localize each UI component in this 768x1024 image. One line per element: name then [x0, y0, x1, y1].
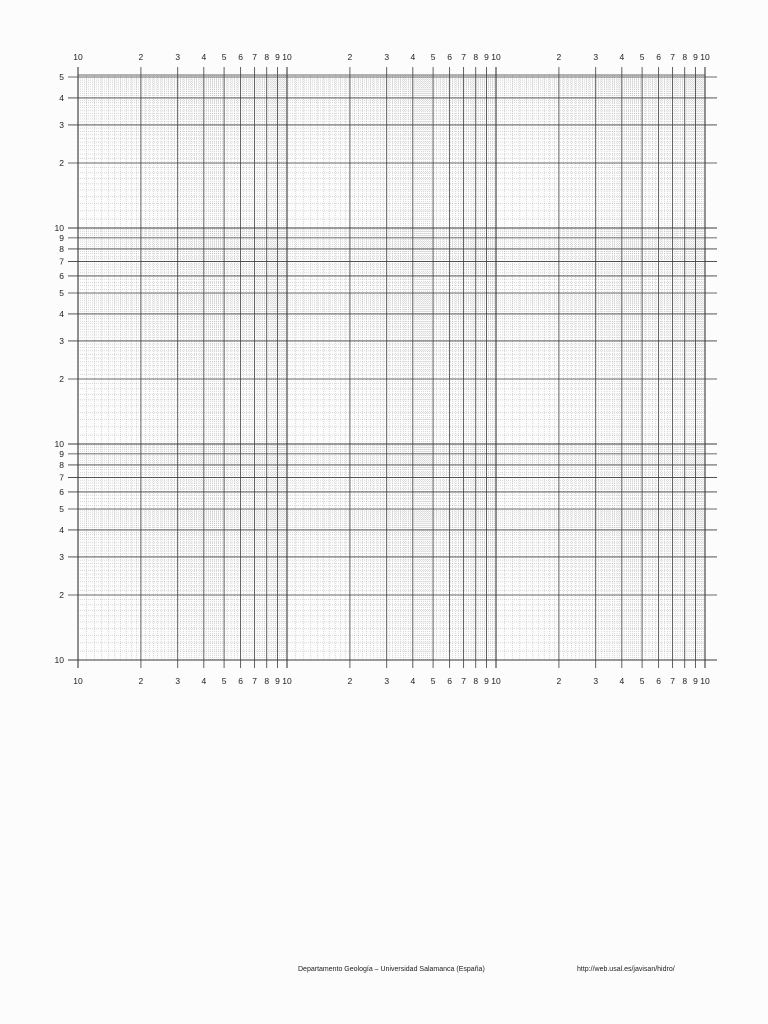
x-tick-label-bottom: 8 — [473, 676, 479, 686]
x-tick-label-bottom: 8 — [682, 676, 688, 686]
x-tick-label-bottom: 5 — [221, 676, 227, 686]
y-tick-label: 6 — [59, 270, 64, 281]
y-tick-label: 4 — [59, 308, 64, 319]
x-tick-label-bottom: 2 — [556, 676, 562, 686]
y-tick-label: 2 — [59, 373, 64, 384]
y-tick-label: 5 — [59, 288, 64, 299]
y-tick-label: 4 — [59, 524, 64, 535]
x-tick-label-bottom: 10 — [491, 676, 501, 686]
x-tick-label-bottom: 9 — [275, 676, 280, 686]
x-tick-label-top: 9 — [275, 52, 280, 62]
x-tick-label-bottom: 2 — [347, 676, 353, 686]
x-tick-label-bottom: 5 — [430, 676, 436, 686]
x-tick-label-bottom: 7 — [252, 676, 257, 686]
x-tick-label-top: 2 — [347, 52, 353, 62]
x-tick-label-bottom: 6 — [447, 676, 453, 686]
x-tick-label-bottom: 7 — [461, 676, 466, 686]
footer-department-text: Departamento Geología – Universidad Salamanca (España) — [298, 966, 485, 973]
x-tick-label-top: 2 — [556, 52, 562, 62]
y-tick-label: 10 — [54, 655, 64, 665]
x-tick-label-top: 6 — [447, 52, 453, 62]
x-tick-label-top: 10 — [282, 52, 292, 62]
y-tick-label: 6 — [59, 486, 64, 497]
x-tick-label-bottom: 6 — [656, 676, 662, 686]
x-tick-label-top: 10 — [491, 52, 501, 62]
x-tick-label-top: 5 — [221, 52, 227, 62]
x-tick-label-bottom: 3 — [175, 676, 181, 686]
x-tick-label-top: 8 — [264, 52, 270, 62]
y-tick-label: 10 — [54, 223, 64, 233]
x-tick-label-bottom: 7 — [670, 676, 675, 686]
x-tick-label-top: 7 — [670, 52, 675, 62]
x-tick-label-top: 5 — [639, 52, 645, 62]
y-tick-label: 5 — [59, 504, 64, 515]
y-tick-label: 10 — [54, 439, 64, 449]
y-tick-label: 2 — [59, 589, 64, 600]
x-tick-label-top: 3 — [593, 52, 599, 62]
x-tick-label-top: 2 — [138, 52, 144, 62]
x-tick-label-top: 7 — [461, 52, 466, 62]
x-tick-label-top: 4 — [201, 52, 207, 62]
x-tick-label-top: 4 — [410, 52, 416, 62]
x-tick-label-bottom: 3 — [384, 676, 390, 686]
x-tick-label-top: 10 — [700, 52, 710, 62]
x-tick-label-top: 9 — [693, 52, 698, 62]
x-tick-label-top: 8 — [682, 52, 688, 62]
x-tick-label-top: 9 — [484, 52, 489, 62]
y-tick-label: 4 — [59, 92, 64, 103]
x-tick-label-top: 5 — [430, 52, 436, 62]
x-tick-label-top: 8 — [473, 52, 479, 62]
x-tick-label-bottom: 9 — [484, 676, 489, 686]
y-tick-label: 9 — [59, 448, 64, 459]
footer-url-text: http://web.usal.es/javisan/hidro/ — [577, 966, 675, 973]
x-tick-label-top: 7 — [252, 52, 257, 62]
x-tick-label-top: 6 — [238, 52, 244, 62]
x-tick-label-bottom: 4 — [201, 676, 207, 686]
x-tick-label-top: 4 — [619, 52, 625, 62]
y-tick-label: 5 — [59, 72, 64, 83]
x-tick-label-top: 3 — [175, 52, 181, 62]
x-tick-label-top: 3 — [384, 52, 390, 62]
x-tick-label-bottom: 10 — [73, 676, 83, 686]
x-tick-label-bottom: 5 — [639, 676, 645, 686]
x-tick-label-bottom: 6 — [238, 676, 244, 686]
x-tick-label-bottom: 4 — [410, 676, 416, 686]
x-tick-label-bottom: 10 — [282, 676, 292, 686]
x-tick-label-bottom: 4 — [619, 676, 625, 686]
x-tick-label-bottom: 2 — [138, 676, 144, 686]
y-tick-label: 7 — [59, 256, 64, 267]
y-tick-label: 7 — [59, 472, 64, 483]
x-tick-label-bottom: 10 — [700, 676, 710, 686]
x-tick-label-bottom: 8 — [264, 676, 270, 686]
x-tick-label-top: 6 — [656, 52, 662, 62]
y-tick-label: 3 — [59, 335, 64, 346]
x-tick-label-top: 10 — [73, 52, 83, 62]
y-tick-label: 2 — [59, 157, 64, 168]
y-tick-label: 3 — [59, 119, 64, 130]
x-tick-label-bottom: 3 — [593, 676, 599, 686]
y-tick-label: 9 — [59, 232, 64, 243]
y-tick-label: 8 — [59, 243, 64, 254]
y-tick-label: 8 — [59, 459, 64, 470]
x-tick-label-bottom: 9 — [693, 676, 698, 686]
y-tick-label: 3 — [59, 551, 64, 562]
